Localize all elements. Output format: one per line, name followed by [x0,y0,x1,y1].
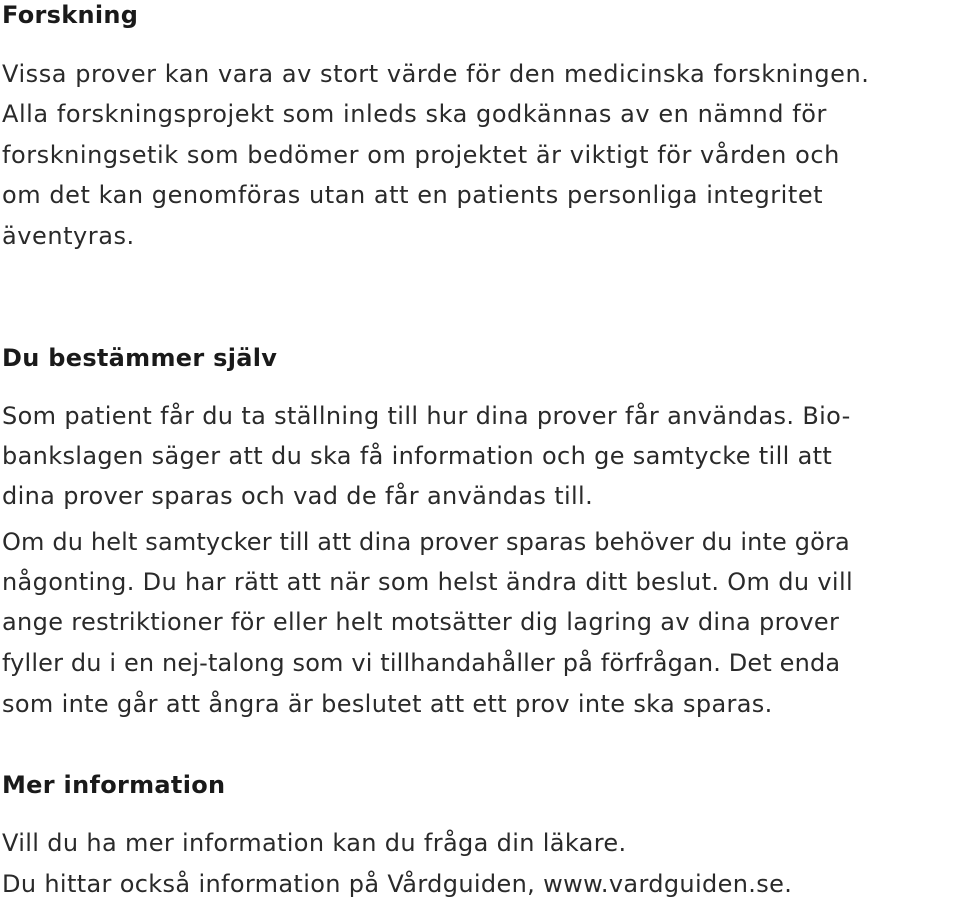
section-heading-mer-information: Mer information [2,771,226,799]
paragraph-line: Om du helt samtycker till att dina prover sparas behöver du inte göra [2,528,850,556]
paragraph-line: någonting. Du har rätt att när som helst ändra ditt beslut. Om du vill [2,568,853,596]
paragraph-line: Vissa prover kan vara av stort värde för den medicinska forskningen. [2,60,870,88]
paragraph-line: dina prover sparas och vad de får användas till. [2,482,594,510]
paragraph-line: ange restriktioner för eller helt motsätter dig lagring av dina prover [2,608,840,636]
paragraph-line: som inte går att ångra är beslutet att ett prov inte ska sparas. [2,690,773,718]
section-heading-forskning: Forskning [2,1,139,29]
paragraph-line: om det kan genomföras utan att en patients personliga integritet [2,181,824,209]
paragraph-line: Du hittar också information på Vårdguiden, www.vardguiden.se. [2,870,793,898]
section-heading-du-bestammer-sjalv: Du bestämmer själv [2,344,278,372]
paragraph-line: Vill du ha mer information kan du fråga din läkare. [2,829,627,857]
paragraph-line: fyller du i en nej-talong som vi tillhandahåller på förfrågan. Det enda [2,649,841,677]
paragraph-line: forskningsetik som bedömer om projektet är viktigt för vården och [2,141,840,169]
paragraph-line: bankslagen säger att du ska få information och ge samtycke till att [2,442,833,470]
paragraph-line: äventyras. [2,222,135,250]
paragraph-line: Alla forskningsprojekt som inleds ska godkännas av en nämnd för [2,100,827,128]
paragraph-line: Som patient får du ta ställning till hur dina prover får användas. Bio- [2,402,851,430]
